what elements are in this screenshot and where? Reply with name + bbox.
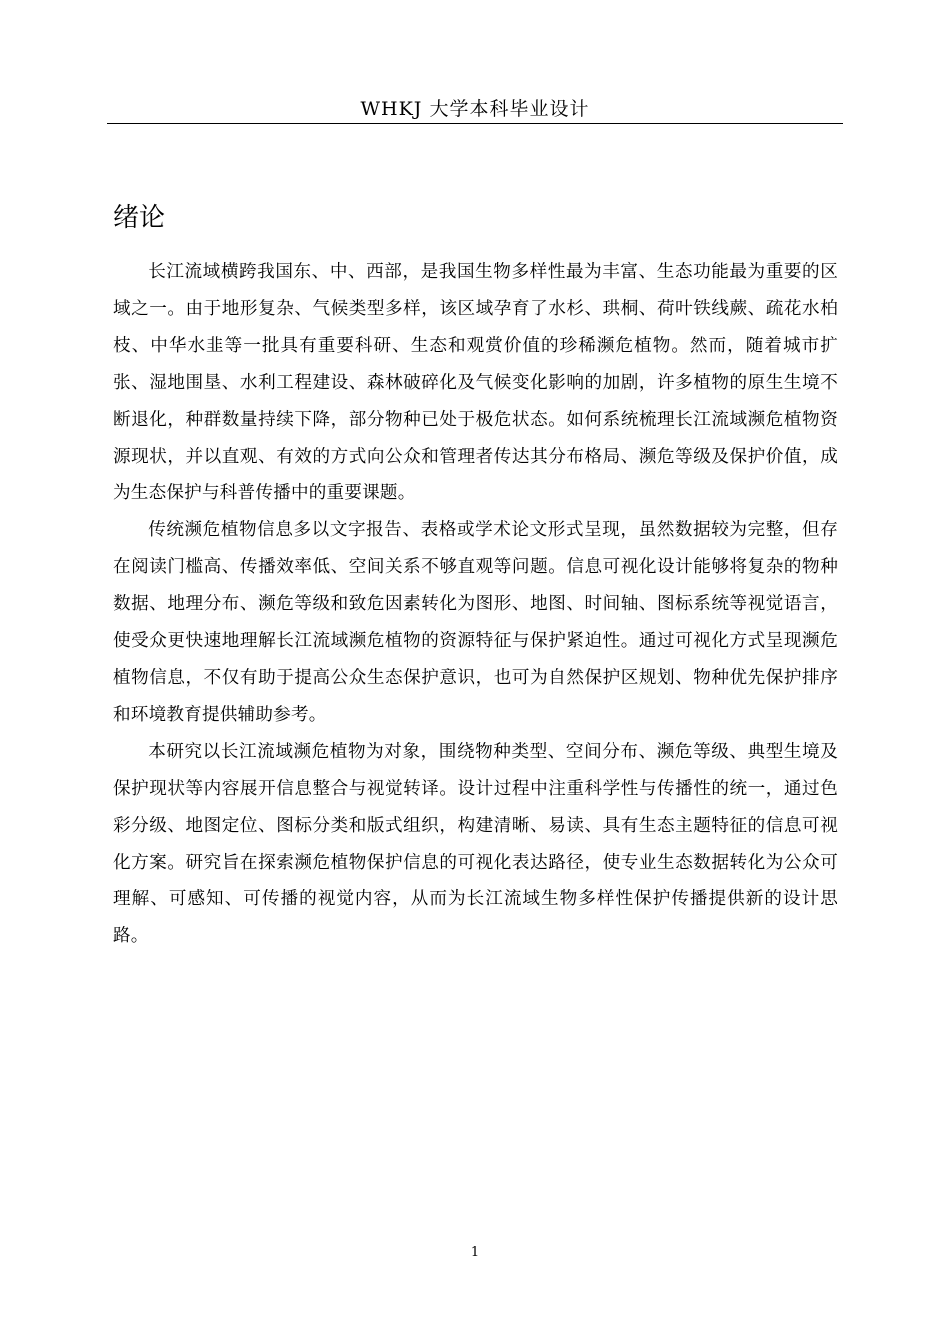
running-header: WHKJ 大学本科毕业设计 xyxy=(360,98,590,120)
chapter-title: 绪论 xyxy=(113,203,166,233)
body-text xyxy=(113,254,838,955)
paragraph: 长江流域横跨我国东、中、西部，是我国生物多样性最为丰富、生态功能最为重要的区域之一。由于地形复杂、气候类型多样，该区域孕育了水杉、珙桐、荷叶铁线蕨、疏花水柏枝、中华水韭等一批具有重要科研、生态和观赏价值的珍稀濒危植物。然而，随着城市扩张、湿地围垦、水利工程建设、森林破碎化及气候变化影响的加剧，许多植物的原生生境不断退化，种群数量持续下降，部分物种已处于极危状态。如何系统梳理长江流域濒危植物资源现状，并以直观、有效的方式向公众和管理者传达其分布格局、濒危等级及保护价值，成为生态保护与科普传播中的重要课题。 xyxy=(113,262,838,504)
page-number: 1 xyxy=(470,1245,480,1260)
paragraph: 传统濒危植物信息多以文字报告、表格或学术论文形式呈现，虽然数据较为完整，但存在阅读门槛高、传播效率低、空间关系不够直观等问题。信息可视化设计能够将复杂的物种数据、地理分布、濒危等级和致危因素转化为图形、地图、时间轴、图标系统等视觉语言，使受众更快速地理解长江流域濒危植物的资源特征与保护紧迫性。通过可视化方式呈现濒危植物信息，不仅有助于提高公众生态保护意识，也可为自然保护区规划、物种优先保护排序和环境教育提供辅助参考。 xyxy=(113,520,838,725)
paragraph: 本研究以长江流域濒危植物为对象，围绕物种类型、空间分布、濒危等级、典型生境及保护现状等内容展开信息整合与视觉转译。设计过程中注重科学性与传播性的统一，通过色彩分级、地图定位、图标分类和版式组织，构建清晰、易读、具有生态主题特征的信息可视化方案。研究旨在探索濒危植物保护信息的可视化表达路径，使专业生态数据转化为公众可理解、可感知、可传播的视觉内容，从而为长江流域生物多样性保护传播提供新的设计思路。 xyxy=(113,741,838,947)
header-rule xyxy=(107,123,843,124)
